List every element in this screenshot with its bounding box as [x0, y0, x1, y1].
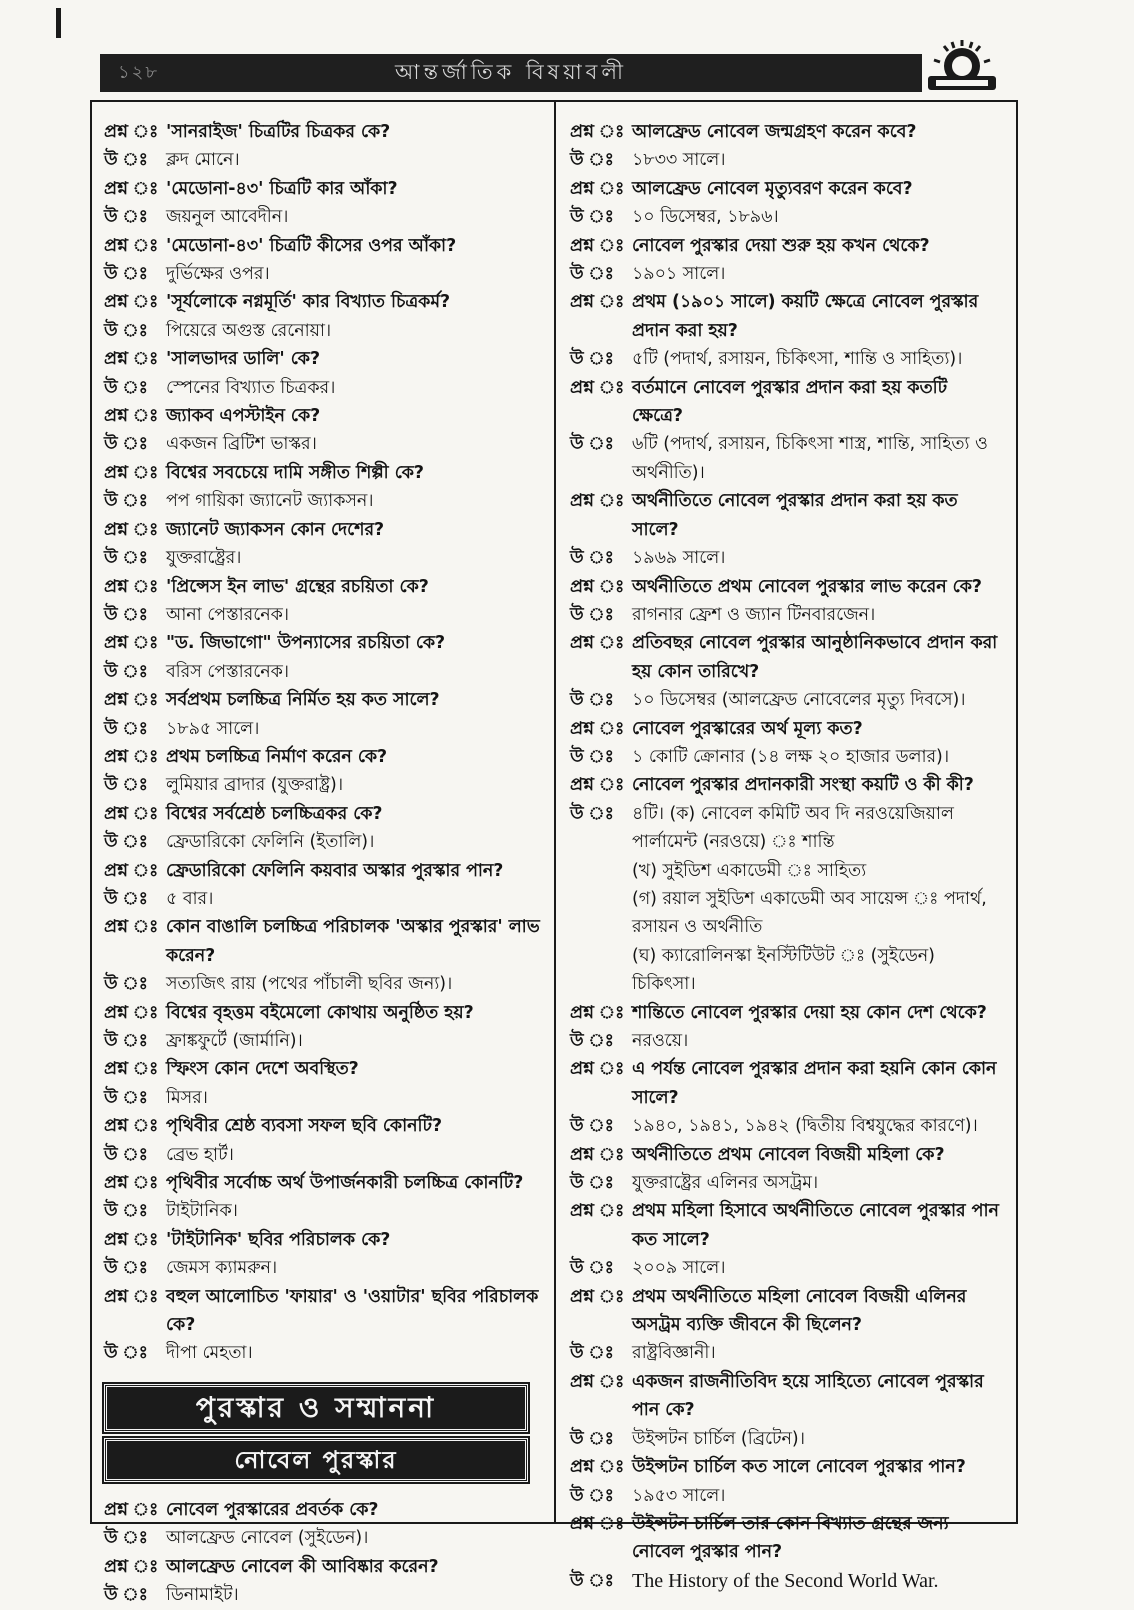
- question-text: 'সূর্যলোকে নগ্নমূর্তি' কার বিখ্যাত চিত্রকর্ম?: [166, 292, 451, 313]
- question-text: পৃথিবীর শ্রেষ্ঠ ব্যবসা সফল ছবি কোনটি?: [166, 1116, 443, 1137]
- answer-label: উ ঃ: [570, 150, 614, 171]
- question-text: অর্থনীতিতে প্রথম নোবেল পুরস্কার লাভ করেন কে?: [632, 576, 982, 597]
- answer-text: ফ্রেডারিকো ফেলিনি (ইতালি)।: [166, 832, 375, 853]
- question-row: [104, 800, 542, 828]
- answer-text: ফ্রাঙ্কফুর্টে (জার্মানি)।: [166, 1031, 303, 1051]
- answer-text: ১৯৬৯ সালে।: [632, 548, 726, 569]
- question-text: নোবেল পুরস্কারের অর্থ মূল্য কত?: [632, 718, 863, 739]
- question-row: [570, 232, 1002, 260]
- question-label: প্রশ্ন ঃ: [570, 1144, 625, 1165]
- question-label: প্রশ্ন ঃ: [104, 576, 159, 597]
- question-text: সর্বপ্রথম চলচ্চিত্র নির্মিত হয় কত সালে?: [166, 690, 440, 711]
- question-row: [570, 629, 1002, 686]
- answer-row: [570, 1027, 1002, 1055]
- answer-text: রাগনার ফ্রেশ ও জ্যান টিনবারজেন।: [632, 604, 876, 625]
- question-text: প্রতিবছর নোবেল পুরস্কার আনুষ্ঠানিকভাবে প্রদান করা হয় কোন তারিখে?: [632, 633, 998, 682]
- answer-label: উ ঃ: [570, 434, 614, 455]
- question-row: [104, 459, 542, 487]
- answer-text: পিয়েরে অগুস্ত রেনোয়া।: [166, 320, 332, 341]
- question-text: "ড. জিভাগো" উপন্যাসের রচয়িতা কে?: [166, 633, 446, 654]
- answer-row: [104, 1197, 542, 1225]
- question-row: [570, 999, 1002, 1027]
- answer-row: [104, 601, 542, 629]
- answer-row: [570, 743, 1002, 771]
- question-text: নোবেল পুরস্কার দেয়া শুরু হয় কখন থেকে?: [632, 235, 930, 256]
- answer-text: ৪টি। (ক) নোবেল কমিটি অব দি নরওয়েজিয়াল পার্লামেন্ট (নরওয়ে) ঃ শান্তি: [632, 803, 954, 853]
- answer-text: ১৯৫৩ সালে।: [632, 1485, 726, 1506]
- question-row: [104, 1496, 542, 1524]
- answer-text: বরিস পেস্তারনেক।: [166, 661, 289, 682]
- question-row: [570, 573, 1002, 601]
- answer-row: [104, 1339, 542, 1367]
- answer-row: [104, 885, 542, 913]
- answer-text: উইন্সটন চার্চিল (ব্রিটেন)।: [632, 1428, 805, 1449]
- question-row: [104, 913, 542, 970]
- answer-text: দুর্ভিক্ষের ওপর।: [166, 264, 270, 285]
- answer-text: সত্যজিৎ রায় (পথের পাঁচালী ছবির জন্য)।: [166, 974, 453, 995]
- question-text: উইন্সটন চার্চিল কত সালে নোবেল পুরস্কার পান?: [632, 1457, 966, 1478]
- question-text: বিশ্বের সবচেয়ে দামি সঙ্গীত শিল্পী কে?: [166, 462, 425, 483]
- answer-row: [104, 1084, 542, 1112]
- answer-label: উ ঃ: [570, 264, 614, 285]
- question-label: প্রশ্ন ঃ: [570, 1371, 625, 1392]
- answer-text: (খ) সুইডিশ একাডেমী ঃ সাহিত্য: [632, 860, 867, 881]
- question-label: প্রশ্ন ঃ: [104, 122, 159, 142]
- question-text: বিশ্বের সর্বশ্রেষ্ঠ চলচ্চিত্রকর কে?: [166, 803, 383, 824]
- question-text: অর্থনীতিতে নোবেল পুরস্কার প্রদান করা হয় কত সালে?: [632, 491, 958, 540]
- answer-row: [104, 203, 542, 231]
- question-row: [570, 1055, 1002, 1112]
- answer-label: উ ঃ: [104, 491, 148, 512]
- question-label: প্রশ্ন ঃ: [104, 1002, 159, 1023]
- question-label: প্রশ্ন ঃ: [104, 746, 159, 767]
- question-text: বহুল আলোচিত 'ফায়ার' ও 'ওয়াটার' ছবির পরিচালক কে?: [166, 1286, 539, 1336]
- answer-label: উ ঃ: [570, 1570, 614, 1591]
- answer-label: উ ঃ: [104, 1087, 148, 1108]
- question-label: প্রশ্ন ঃ: [104, 1556, 159, 1577]
- question-row: [104, 999, 542, 1027]
- answer-row: [570, 1567, 1002, 1595]
- question-text: একজন রাজনীতিবিদ হয়ে সাহিত্যে নোবেল পুরস্কার পান কে?: [632, 1371, 984, 1421]
- question-text: স্ফিংস কোন দেশে অবস্থিত?: [166, 1059, 359, 1080]
- answer-text: ডিনামাইট।: [166, 1585, 239, 1606]
- right-qa-list: [570, 118, 1002, 857]
- answer-label: উ ঃ: [570, 1116, 614, 1137]
- question-label: প্রশ্ন ঃ: [104, 462, 159, 483]
- answer-row: [104, 146, 542, 174]
- question-label: প্রশ্ন ঃ: [570, 576, 625, 597]
- question-row: [570, 374, 1002, 431]
- question-text: আলফ্রেড নোবেল মৃত্যুবরণ করেন কবে?: [632, 178, 913, 199]
- answer-row: [570, 686, 1002, 714]
- answer-text: আনা পেস্তারনেক।: [166, 604, 289, 625]
- question-label: প্রশ্ন ঃ: [570, 377, 625, 398]
- question-text: এ পর্যন্ত নোবেল পুরস্কার প্রদান করা হয়নি কোন কোন সালে?: [632, 1059, 997, 1108]
- answer-label: উ ঃ: [104, 1031, 148, 1051]
- question-label: প্রশ্ন ঃ: [104, 235, 159, 256]
- answer-label: উ ঃ: [104, 207, 148, 228]
- answer-label: উ ঃ: [104, 661, 148, 682]
- question-label: প্রশ্ন ঃ: [570, 122, 625, 142]
- column-divider: [554, 100, 556, 1524]
- answer-row: [104, 430, 542, 458]
- question-label: প্রশ্ন ঃ: [104, 803, 159, 824]
- question-text: আলফ্রেড নোবেল কী আবিষ্কার করেন?: [166, 1556, 439, 1577]
- question-label: প্রশ্ন ঃ: [104, 406, 159, 427]
- answer-row: [104, 317, 542, 345]
- question-label: প্রশ্ন ঃ: [104, 292, 159, 313]
- answer-row: [104, 1254, 542, 1282]
- question-text: 'মেডোনা-৪৩' চিত্রটি কীসের ওপর আঁকা?: [166, 235, 457, 256]
- answer-label: উ ঃ: [104, 1528, 148, 1549]
- question-text: বিশ্বের বৃহত্তম বইমেলো কোথায় অনুষ্ঠিত হয়?: [166, 1002, 474, 1023]
- question-row: [104, 1553, 542, 1581]
- question-row: [570, 1197, 1002, 1254]
- answer-text: ১০ ডিসেম্বর (আলফ্রেড নোবেলের মৃত্যু দিবসে)।: [632, 690, 966, 711]
- answer-label: উ ঃ: [570, 1343, 614, 1364]
- left-column: [104, 118, 542, 1610]
- answer-label: উ ঃ: [104, 832, 148, 853]
- answer-text: যুক্তরাষ্ট্রের।: [166, 548, 242, 569]
- answer-text: (ঘ) ক্যারোলিনস্কা ইনস্টিটিউট ঃ (সুইডেন) চিকিৎসা।: [632, 945, 935, 995]
- answer-row: [570, 1112, 1002, 1140]
- question-text: প্রথম (১৯০১ সালে) কয়টি ক্ষেত্রে নোবেল পুরস্কার প্রদান করা হয়?: [632, 292, 979, 341]
- question-row: [570, 1368, 1002, 1425]
- answer-text: (গ) রয়াল সুইডিশ একাডেমী অব সায়েন্স ঃ পদার্থ, রসায়ন ও অর্থনীতি: [632, 888, 987, 938]
- left-qa-list: [104, 118, 542, 1368]
- answer-label: উ ঃ: [570, 1031, 614, 1051]
- question-label: প্রশ্ন ঃ: [570, 1286, 625, 1307]
- question-row: [104, 686, 542, 714]
- answer-text: যুক্তরাষ্ট্রের এলিনর অসট্রম।: [632, 1173, 819, 1194]
- answer-row: [104, 1524, 542, 1552]
- answer-text: মিসর।: [166, 1087, 208, 1108]
- answer-text: লুমিয়ার ব্রাদার (যুক্তরাষ্ট্র)।: [166, 775, 344, 796]
- answer-label: উ ঃ: [104, 320, 148, 341]
- question-label: প্রশ্ন ঃ: [104, 917, 159, 938]
- question-label: প্রশ্ন ঃ: [570, 718, 625, 739]
- question-row: [570, 771, 1002, 799]
- question-row: [104, 516, 542, 544]
- question-row: [104, 573, 542, 601]
- question-text: আলফ্রেড নোবেল জন্মগ্রহণ করেন কবে?: [632, 122, 917, 142]
- question-label: প্রশ্ন ঃ: [570, 1513, 625, 1534]
- question-text: পৃথিবীর সর্বোচ্চ অর্থ উপার্জনকারী চলচ্চিত্র কোনটি?: [166, 1173, 524, 1194]
- question-label: প্রশ্ন ঃ: [104, 178, 159, 199]
- answer-row: [570, 430, 1002, 487]
- question-text: উইন্সটন চার্চিল তার কোন বিখ্যাত গ্রন্থের জন্য নোবেল পুরস্কার পান?: [632, 1513, 949, 1563]
- answer-row: [104, 1027, 542, 1055]
- answer-row: [104, 374, 542, 402]
- answer-label: উ ঃ: [104, 548, 148, 569]
- answer-row: [104, 487, 542, 515]
- question-row: [570, 118, 1002, 146]
- question-label: প্রশ্ন ঃ: [570, 633, 625, 654]
- answer-row: [570, 544, 1002, 572]
- question-text: 'প্রিন্সেস ইন লাভ' গ্রন্থের রচয়িতা কে?: [166, 576, 429, 597]
- question-row: [104, 1283, 542, 1340]
- question-row: [104, 175, 542, 203]
- answer-row: [104, 544, 542, 572]
- answer-row: [104, 1141, 542, 1169]
- question-text: ফ্রেডারিকো ফেলিনি কয়বার অস্কার পুরস্কার পান?: [166, 860, 504, 881]
- answer-row: [570, 1339, 1002, 1367]
- question-label: প্রশ্ন ঃ: [104, 1059, 159, 1080]
- question-label: প্রশ্ন ঃ: [104, 519, 159, 540]
- answer-label: উ ঃ: [570, 690, 614, 711]
- answer-row: [570, 1425, 1002, 1453]
- answer-label: উ ঃ: [570, 207, 614, 228]
- question-row: [570, 1453, 1002, 1481]
- answer-row: [570, 203, 1002, 231]
- answer-row: [104, 970, 542, 998]
- answer-row: [104, 828, 542, 856]
- answer-label: উ ঃ: [570, 1173, 614, 1194]
- answer-row: [570, 146, 1002, 174]
- answer-label: উ ঃ: [570, 548, 614, 569]
- answer-text: ব্রেভ হার্ট।: [166, 1144, 234, 1165]
- answer-text: রাষ্ট্রবিজ্ঞানী।: [632, 1343, 716, 1364]
- answer-label: উ ঃ: [570, 1258, 614, 1279]
- answer-text: ২০০৯ সালে।: [632, 1258, 726, 1279]
- answer-label: উ ঃ: [104, 604, 148, 625]
- answer-text: পপ গায়িকা জ্যানেট জ্যাকসন।: [166, 491, 374, 512]
- answer-label: উ ঃ: [570, 1428, 614, 1449]
- page-number: ১২৮: [118, 61, 160, 83]
- answer-label: উ ঃ: [104, 775, 148, 796]
- question-label: প্রশ্ন ঃ: [570, 292, 625, 313]
- answer-label: উ ঃ: [104, 264, 148, 285]
- answer-text: জেমস ক্যামরুন।: [166, 1258, 278, 1279]
- answer-text: আলফ্রেড নোবেল (সুইডেন)।: [166, 1528, 369, 1549]
- question-text: জ্যাকব এপস্টাইন কে?: [166, 406, 321, 427]
- question-row: [570, 1283, 1002, 1340]
- publisher-logo-icon: [922, 36, 1002, 98]
- question-text: কোন বাঙালি চলচ্চিত্র পরিচালক 'অস্কার পুরস্কার' লাভ করেন?: [166, 917, 540, 966]
- question-row: [104, 1112, 542, 1140]
- question-label: প্রশ্ন ঃ: [570, 178, 625, 199]
- question-text: 'সালভাদর ডালি' কে?: [166, 349, 321, 370]
- question-row: [570, 1510, 1002, 1567]
- sub-answer-row: [570, 885, 1002, 942]
- answer-row: [570, 260, 1002, 288]
- question-text: নোবেল পুরস্কার প্রদানকারী সংস্থা কয়টি ও কী কী?: [632, 775, 974, 796]
- question-row: [104, 1169, 542, 1197]
- header-title: আন্তর্জাতিক বিষয়াবলী: [394, 59, 628, 84]
- answer-row: [104, 715, 542, 743]
- question-text: জ্যানেট জ্যাকসন কোন দেশের?: [166, 519, 385, 540]
- question-text: 'সানরাইজ' চিত্রটির চিত্রকর কে?: [166, 122, 391, 142]
- answer-label: উ ঃ: [570, 746, 614, 767]
- question-row: [104, 629, 542, 657]
- answer-label: উ ঃ: [570, 349, 614, 370]
- answer-label: উ ঃ: [104, 1585, 148, 1606]
- answer-label: উ ঃ: [104, 377, 148, 398]
- answer-text: ১০ ডিসেম্বর, ১৮৯৬।: [632, 207, 779, 228]
- section-title: পুরস্কার ও সম্মাননা: [104, 1384, 528, 1432]
- question-row: [104, 232, 542, 260]
- question-label: প্রশ্ন ঃ: [570, 1002, 625, 1023]
- question-text: বর্তমানে নোবেল পুরস্কার প্রদান করা হয় কতটি ক্ষেত্রে?: [632, 377, 948, 427]
- answer-row: [104, 771, 542, 799]
- question-row: [104, 402, 542, 430]
- question-text: নোবেল পুরস্কারের প্রবর্তক কে?: [166, 1499, 379, 1520]
- right-column: [570, 118, 1002, 1595]
- question-label: প্রশ্ন ঃ: [104, 633, 159, 654]
- question-label: প্রশ্ন ঃ: [104, 860, 159, 881]
- answer-text: ১৮৯৫ সালে।: [166, 718, 260, 739]
- answer-text: The History of the Second World War.: [632, 1569, 939, 1592]
- question-row: [104, 1055, 542, 1083]
- answer-text: ১৯০১ সালে।: [632, 264, 726, 285]
- question-row: [104, 288, 542, 316]
- answer-row: [570, 1482, 1002, 1510]
- answer-text: টাইটানিক।: [166, 1201, 238, 1222]
- answer-row: [570, 601, 1002, 629]
- question-label: প্রশ্ন ঃ: [104, 1229, 159, 1250]
- answer-row: [570, 800, 1002, 857]
- answer-text: ৬টি (পদার্থ, রসায়ন, চিকিৎসা শাস্ত্র, শান্তি, সাহিত্য ও অর্থনীতি)।: [632, 434, 988, 483]
- answer-text: ১ কোটি ক্রোনার (১৪ লক্ষ ২০ হাজার ডলার)।: [632, 746, 950, 767]
- question-text: অর্থনীতিতে প্রথম নোবেল বিজয়ী মহিলা কে?: [632, 1144, 945, 1165]
- corner-mark: [56, 8, 61, 38]
- answer-label: উ ঃ: [104, 434, 148, 455]
- sub-answer-row: [570, 857, 1002, 885]
- question-label: প্রশ্ন ঃ: [104, 1286, 159, 1307]
- answer-row: [570, 1169, 1002, 1197]
- answer-text: ১৯৪০, ১৯৪১, ১৯৪২ (দ্বিতীয় বিশ্বযুদ্ধের কারণে)।: [632, 1116, 978, 1137]
- answer-row: [570, 345, 1002, 373]
- question-row: [104, 857, 542, 885]
- answer-text: একজন ব্রিটিশ ভাস্কর।: [166, 434, 317, 455]
- answer-text: স্পেনের বিখ্যাত চিত্রকর।: [166, 377, 336, 398]
- question-row: [104, 743, 542, 771]
- question-row: [104, 118, 542, 146]
- question-text: 'মেডোনা-৪৩' চিত্রটি কার আঁকা?: [166, 178, 398, 199]
- running-header: [100, 54, 922, 92]
- question-label: প্রশ্ন ঃ: [104, 1173, 159, 1194]
- answer-text: ১৮৩৩ সালে।: [632, 150, 726, 171]
- answer-label: উ ঃ: [104, 150, 148, 171]
- answer-row: [570, 1254, 1002, 1282]
- organization-list: [570, 857, 1002, 999]
- answer-label: উ ঃ: [104, 1258, 148, 1279]
- question-label: প্রশ্ন ঃ: [570, 1201, 625, 1222]
- question-text: প্রথম মহিলা হিসাবে অর্থনীতিতে নোবেল পুরস্কার পান কত সালে?: [632, 1201, 999, 1250]
- question-row: [570, 487, 1002, 544]
- answer-label: উ ঃ: [104, 1343, 148, 1364]
- question-label: প্রশ্ন ঃ: [104, 349, 159, 370]
- question-row: [570, 1141, 1002, 1169]
- question-row: [570, 715, 1002, 743]
- question-row: [104, 345, 542, 373]
- answer-text: ক্লদ মোনে।: [166, 150, 240, 171]
- question-row: [104, 1226, 542, 1254]
- answer-label: উ ঃ: [570, 604, 614, 625]
- question-label: প্রশ্ন ঃ: [104, 1499, 159, 1520]
- answer-label: উ ঃ: [104, 888, 148, 909]
- question-text: শান্তিতে নোবেল পুরস্কার দেয়া হয় কোন দেশ থেকে?: [632, 1002, 987, 1023]
- answer-row: [104, 260, 542, 288]
- right-qa-list-2: [570, 999, 1002, 1596]
- question-text: প্রথম অর্থনীতিতে মহিলা নোবেল বিজয়ী এলিনর অসট্রম ব্যক্তি জীবনে কী ছিলেন?: [632, 1286, 967, 1336]
- question-text: 'টাইটানিক' ছবির পরিচালক কে?: [166, 1229, 391, 1250]
- answer-label: উ ঃ: [570, 803, 614, 824]
- answer-label: উ ঃ: [570, 1485, 614, 1506]
- answer-text: ৫ বার।: [166, 888, 214, 909]
- answer-text: নরওয়ে।: [632, 1031, 689, 1051]
- answer-text: দীপা মেহতা।: [166, 1343, 253, 1364]
- answer-row: [104, 1581, 542, 1609]
- question-label: প্রশ্ন ঃ: [104, 1116, 159, 1137]
- subsection-title: নোবেল পুরস্কার: [104, 1438, 528, 1482]
- question-label: প্রশ্ন ঃ: [570, 491, 625, 512]
- nobel-qa-list: [104, 1496, 542, 1610]
- answer-label: উ ঃ: [104, 718, 148, 739]
- question-label: প্রশ্ন ঃ: [570, 775, 625, 796]
- question-label: প্রশ্ন ঃ: [570, 1457, 625, 1478]
- question-label: প্রশ্ন ঃ: [570, 235, 625, 256]
- question-row: [570, 175, 1002, 203]
- answer-label: উ ঃ: [104, 1201, 148, 1222]
- answer-label: উ ঃ: [104, 1144, 148, 1165]
- answer-label: উ ঃ: [104, 974, 148, 995]
- question-label: প্রশ্ন ঃ: [104, 690, 159, 711]
- answer-text: ৫টি (পদার্থ, রসায়ন, চিকিৎসা, শান্তি ও সাহিত্য)।: [632, 349, 963, 370]
- question-label: প্রশ্ন ঃ: [570, 1059, 625, 1080]
- sub-answer-row: [570, 942, 1002, 999]
- question-row: [570, 288, 1002, 345]
- answer-row: [104, 658, 542, 686]
- answer-text: জয়নুল আবেদীন।: [166, 207, 289, 228]
- question-text: প্রথম চলচ্চিত্র নির্মাণ করেন কে?: [166, 746, 388, 767]
